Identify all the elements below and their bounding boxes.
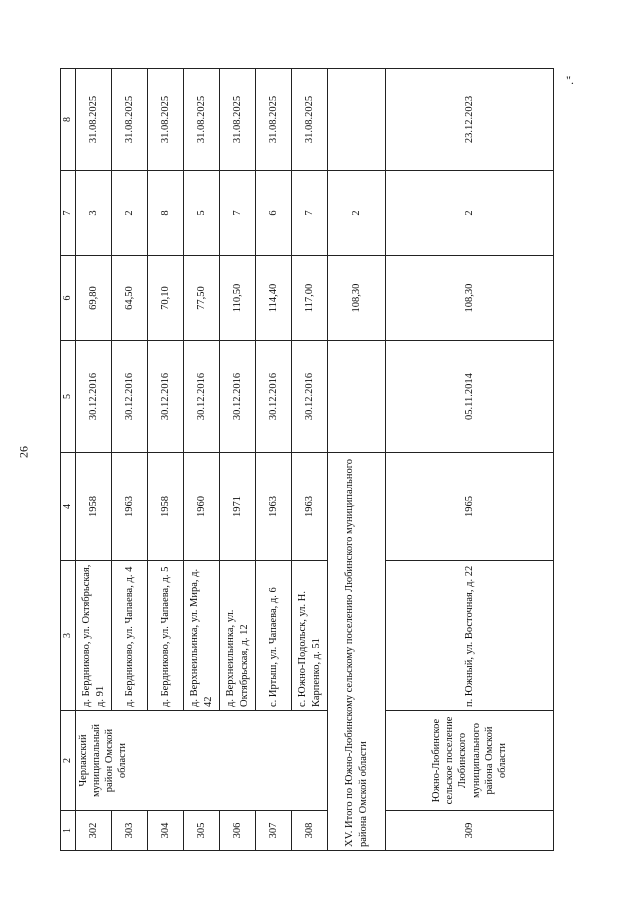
- year-cell: 1963: [256, 453, 292, 561]
- deadline-cell: 31.08.2025: [184, 69, 220, 171]
- date-cell: 30.12.2016: [292, 341, 328, 453]
- year-cell: 1963: [112, 453, 148, 561]
- table-row: [76, 69, 112, 851]
- area-cell: 77,50: [184, 256, 220, 341]
- people-cell: 8: [148, 171, 184, 256]
- row-number: 308: [292, 811, 328, 851]
- date-cell: 30.12.2016: [256, 341, 292, 453]
- deadline-cell: 31.08.2025: [148, 69, 184, 171]
- date-cell: 30.12.2016: [148, 341, 184, 453]
- area-cell: 64,50: [112, 256, 148, 341]
- date-cell: 30.12.2016: [76, 341, 112, 453]
- column-number: 6: [61, 256, 76, 341]
- row-number: 305: [184, 811, 220, 851]
- address-cell: д. Верхнеильинка, ул. Октябрьская, д. 12: [220, 561, 256, 711]
- people-cell: 7: [292, 171, 328, 256]
- date-cell: 05.11.2014: [386, 341, 554, 453]
- column-number: 1: [61, 811, 76, 851]
- closing-quote: ".: [566, 73, 574, 87]
- row-number: 309: [386, 811, 554, 851]
- housing-table: [60, 68, 554, 851]
- people-cell: 6: [256, 171, 292, 256]
- row-number: 302: [76, 811, 112, 851]
- total-label: XV. Итого по Южно-Любинскому сельскому поселению Любинского муниципального района Омской области: [328, 453, 386, 851]
- date-cell: 30.12.2016: [184, 341, 220, 453]
- municipality-cell: Южно-Любинское сельское поселение Любинского муниципального района Омской области: [386, 711, 554, 811]
- people-cell: 5: [184, 171, 220, 256]
- year-cell: 1965: [386, 453, 554, 561]
- year-cell: 1963: [292, 453, 328, 561]
- municipality-cell: Черлакский муниципальный район Омской области: [76, 711, 328, 811]
- people-cell: 2: [112, 171, 148, 256]
- year-cell: 1958: [76, 453, 112, 561]
- area-cell: 69,80: [76, 256, 112, 341]
- deadline-cell: 31.08.2025: [220, 69, 256, 171]
- area-cell: 108,30: [386, 256, 554, 341]
- column-number-row: [61, 69, 76, 851]
- address-cell: д. Бердниково, ул. Чапаева, д. 5: [148, 561, 184, 711]
- row-number: 306: [220, 811, 256, 851]
- total-people-cell: 2: [328, 171, 386, 256]
- deadline-cell: 31.08.2025: [112, 69, 148, 171]
- address-cell: с. Иртыш, ул. Чапаева, д. 6: [256, 561, 292, 711]
- year-cell: 1971: [220, 453, 256, 561]
- deadline-cell: 31.08.2025: [256, 69, 292, 171]
- address-cell: с. Южно-Подольск, ул. Н. Карпенко, д. 51: [292, 561, 328, 711]
- date-cell: 30.12.2016: [220, 341, 256, 453]
- column-number: 8: [61, 69, 76, 171]
- area-cell: 110,50: [220, 256, 256, 341]
- rotated-table-container: [60, 69, 554, 851]
- area-cell: 114,40: [256, 256, 292, 341]
- column-number: 4: [61, 453, 76, 561]
- deadline-cell: 31.08.2025: [292, 69, 328, 171]
- address-cell: д. Бердниково, ул. Октябрьская, д. 91: [76, 561, 112, 711]
- total-empty-cell: [328, 69, 386, 171]
- address-cell: п. Южный, ул. Восточная, д. 22: [386, 561, 554, 711]
- deadline-cell: 31.08.2025: [76, 69, 112, 171]
- total-empty-cell: [328, 341, 386, 453]
- column-number: 3: [61, 561, 76, 711]
- area-cell: 117,00: [292, 256, 328, 341]
- table-row: [386, 69, 554, 851]
- page-number: 26: [16, 446, 31, 458]
- column-number: 2: [61, 711, 76, 811]
- people-cell: 2: [386, 171, 554, 256]
- row-number: 304: [148, 811, 184, 851]
- address-cell: д. Бердниково, ул. Чапаева, д. 4: [112, 561, 148, 711]
- date-cell: 30.12.2016: [112, 341, 148, 453]
- row-number: 303: [112, 811, 148, 851]
- column-number: 5: [61, 341, 76, 453]
- area-cell: 70,10: [148, 256, 184, 341]
- column-number: 7: [61, 171, 76, 256]
- year-cell: 1960: [184, 453, 220, 561]
- year-cell: 1958: [148, 453, 184, 561]
- people-cell: 3: [76, 171, 112, 256]
- people-cell: 7: [220, 171, 256, 256]
- row-number: 307: [256, 811, 292, 851]
- deadline-cell: 23.12.2023: [386, 69, 554, 171]
- total-area-cell: 108,30: [328, 256, 386, 341]
- address-cell: д. Верхнеильинка, ул. Мира, д. 42: [184, 561, 220, 711]
- total-row: [328, 69, 386, 851]
